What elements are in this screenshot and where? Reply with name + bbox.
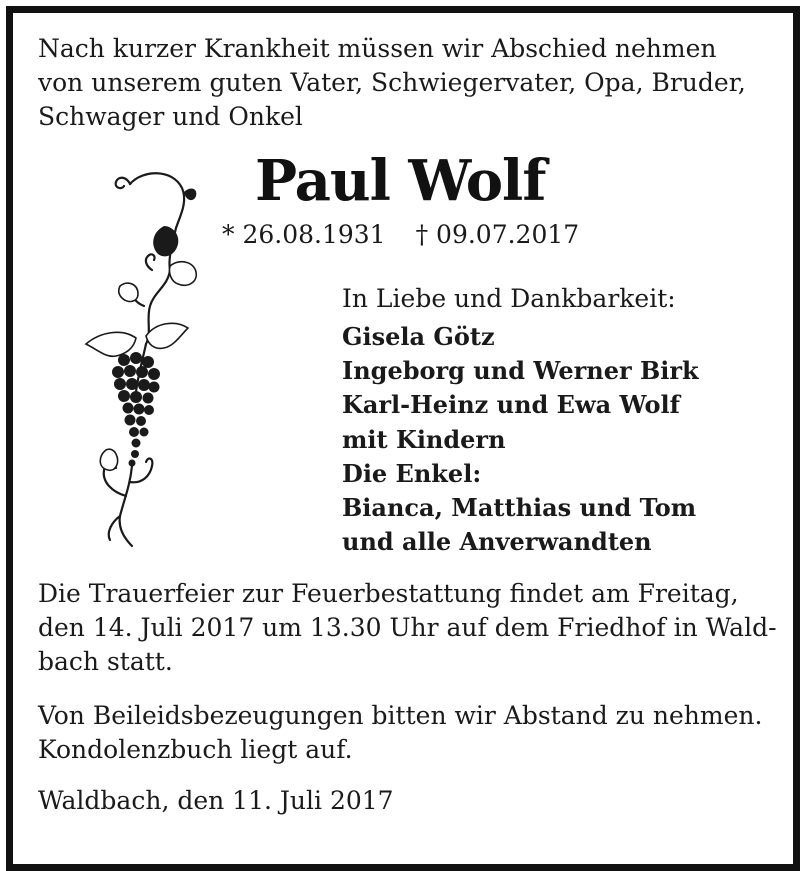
service-notice [38,577,777,679]
service-line: bach statt. [38,647,173,676]
mourners-list [342,320,699,559]
mourner-line: Ingeborg und Werner Birk [342,356,699,386]
mourner-line: Bianca, Matthias und Tom [342,493,697,523]
mourner-line: mit Kindern [342,424,506,454]
mourner-line: Karl-Heinz und Ewa Wolf [342,390,680,420]
death-date: † 09.07.2017 [415,220,580,249]
mourner-line: Gisela Götz [342,322,495,351]
love-line: In Liebe und Dankbarkeit: [342,284,676,313]
intro-line: Schwager und Onkel [38,102,303,131]
birth-date: * 26.08.1931 [222,220,386,249]
grapevine-icon [72,166,212,558]
condolences-line: Von Beileidsbezeugungen bitten wir Abstand zu nehmen. [38,701,763,730]
life-dates [222,218,579,252]
intro-text [38,32,746,134]
intro-line: Nach kurzer Krankheit müssen wir Abschied nehmen [38,34,717,63]
condolences-notice [38,699,762,767]
deceased-name: Paul Wolf [255,148,546,214]
service-line: Die Trauerfeier zur Feuerbestattung findet am Freitag, [38,579,739,608]
mourner-line: und alle Anverwandten [342,527,652,557]
place-date: Waldbach, den 11. Juli 2017 [38,786,394,815]
service-line: den 14. Juli 2017 um 13.30 Uhr auf dem Friedhof in Wald- [38,613,777,642]
mourner-line: Die Enkel: [342,458,482,488]
intro-line: von unserem guten Vater, Schwiegervater, Opa, Bruder, [38,68,746,97]
condolences-line: Kondolenzbuch liegt auf. [38,735,353,764]
